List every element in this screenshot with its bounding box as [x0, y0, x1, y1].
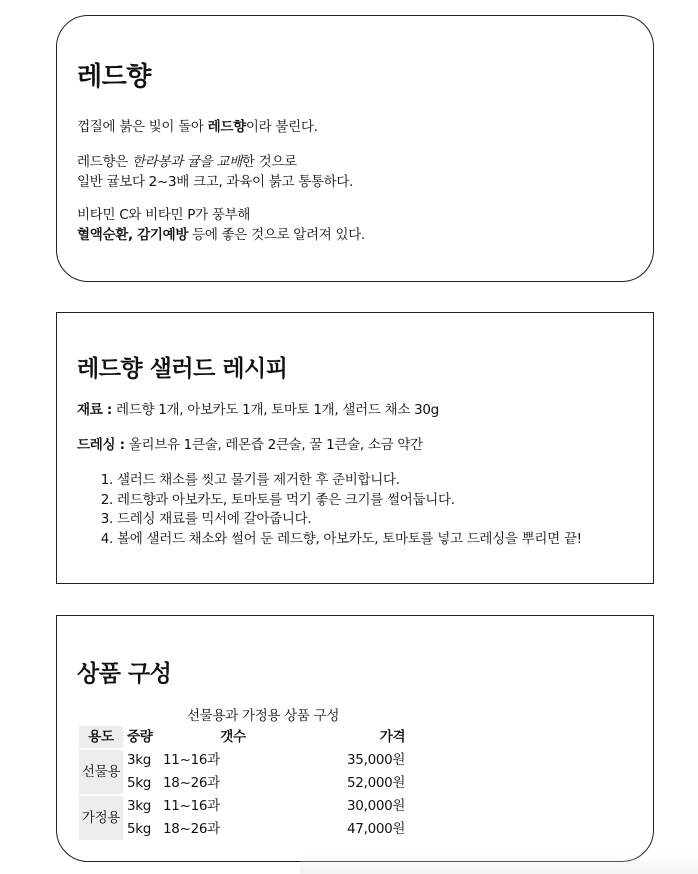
table-row	[79, 750, 407, 771]
intro-p1-bold: 레드향	[207, 119, 246, 135]
use-cell: 가정용	[79, 796, 123, 840]
table-row	[79, 819, 407, 840]
table-row	[79, 796, 407, 817]
intro-p2-line2: 일반 귤보다 2~3배 크고, 과육이 붉고 통통하다.	[77, 174, 354, 190]
use-cell: 선물용	[79, 750, 123, 794]
header-weight: 중량	[127, 729, 153, 745]
count-cell: 11~16과	[163, 752, 220, 768]
product-table	[77, 724, 409, 842]
header-count: 갯수	[220, 729, 246, 745]
intro-p3-line1: 비타민 C와 비타민 P가 풍부해	[77, 207, 251, 223]
recipe-card	[56, 312, 654, 584]
intro-p1-text: 껍질에 붉은 빛이 돌아	[77, 119, 208, 135]
recipe-step: 1. 샐러드 채소를 씻고 물기를 제거한 후 준비합니다.	[117, 471, 582, 491]
price-cell: 35,000원	[347, 752, 406, 768]
intro-p3-bold: 혈액순환, 감기예방	[77, 227, 189, 243]
table-header-row	[79, 726, 407, 748]
dressing-label: 드레싱 :	[77, 437, 125, 453]
recipe-dressing	[77, 435, 423, 455]
weight-cell: 5kg	[127, 821, 152, 837]
weight-cell: 3kg	[127, 752, 152, 768]
intro-paragraph-2	[77, 152, 353, 192]
recipe-step: 2. 레드향과 아보카도, 토마토를 먹기 좋은 크기를 썰어둡니다.	[117, 491, 582, 511]
recipe-steps	[79, 471, 582, 549]
dressing-text: 올리브유 1큰술, 레몬즙 2큰술, 꿀 1큰술, 소금 약간	[124, 437, 423, 453]
intro-paragraph-1	[77, 117, 318, 137]
intro-title: 레드향	[77, 62, 151, 92]
intro-p1-after: 이라 불린다.	[245, 119, 318, 135]
product-table-caption: 선물용과 가정용 상품 구성	[187, 708, 340, 724]
intro-p3-after: 등에 좋은 것으로 알려져 있다.	[188, 227, 365, 243]
product-title: 상품 구성	[77, 661, 172, 687]
recipe-step: 4. 볼에 샐러드 채소와 썰어 둔 레드향, 아보카도, 토마토를 넣고 드레싱을 뿌리면 끝!	[117, 530, 582, 550]
count-cell: 18~26과	[163, 775, 220, 791]
intro-paragraph-3	[77, 205, 365, 245]
intro-p2-italic: 한라봉과 귤을 교배	[131, 154, 242, 170]
weight-cell: 5kg	[127, 775, 152, 791]
product-card	[56, 615, 654, 862]
count-cell: 11~16과	[163, 798, 220, 814]
price-cell: 47,000원	[347, 821, 406, 837]
price-cell: 30,000원	[347, 798, 406, 814]
ingredients-text: 레드향 1개, 아보카도 1개, 토마토 1개, 샐러드 채소 30g	[111, 402, 439, 418]
ingredients-label: 재료 :	[77, 402, 112, 418]
recipe-title: 레드향 샐러드 레시피	[77, 356, 288, 382]
recipe-ingredients	[77, 400, 439, 420]
header-price: 가격	[379, 729, 406, 745]
intro-p2-after: 한 것으로	[241, 154, 297, 170]
weight-cell: 3kg	[127, 798, 152, 814]
intro-card	[56, 15, 654, 282]
header-use: 용도	[79, 726, 123, 748]
price-cell: 52,000원	[347, 775, 406, 791]
intro-p2-text: 레드향은	[77, 154, 132, 170]
table-row	[79, 773, 407, 794]
count-cell: 18~26과	[163, 821, 220, 837]
recipe-step: 3. 드레싱 재료를 믹서에 갈아줍니다.	[117, 510, 582, 530]
